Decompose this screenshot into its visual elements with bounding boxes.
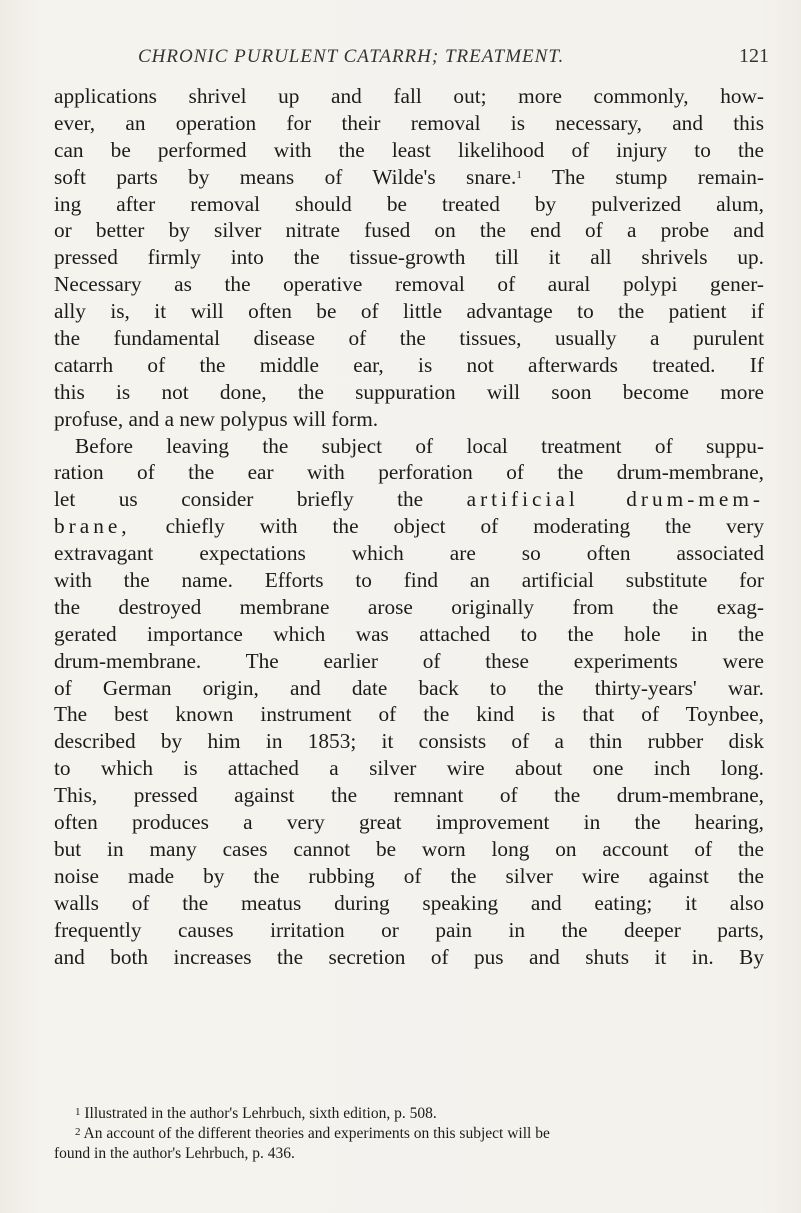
footnote-text: An account of the different theories and experiments on this subject will be [83,1125,550,1142]
text-line: catarrh of the middle ear, is not afterwards treated. If [54,352,764,377]
text-fragment: The stump remain- [551,164,765,189]
text-fragment: chiefly with the object of moderating the very [165,514,764,539]
text-line: Necessary as the operative removal of aural polypi gener- [54,272,764,297]
text-line: to which is attached a silver wire about one inch long. [54,756,764,781]
footnote-text: Illustrated in the author's Lehrbuch, sixth edition, p. 508. [84,1105,437,1122]
text-line: of German origin, and date back to the thirty-years' war. [54,675,764,700]
text-fragment: soft parts by means of Wilde's snare. [54,164,517,189]
text-line: this is not done, the suppuration will soon become more [54,379,764,404]
text-line: drum-membrane. The earlier of these experiments were [54,648,764,673]
text-line: ally is, it will often be of little advantage to the patient if [54,299,764,324]
footnote-2 [54,1124,764,1144]
text-line: walls of the meatus during speaking and eating; it also [54,890,764,915]
text-line: extravagant expectations which are so often associated [54,541,764,566]
footnote-1 [54,1104,764,1124]
body-text [54,83,764,970]
text-line [54,513,764,540]
footnote-mark: 1 [75,1106,81,1118]
text-line: but in many cases cannot be worn long on account of the [54,836,764,861]
page-number: 121 [739,45,769,67]
spaced-term: brane, [54,514,131,539]
text-line: described by him in 1853; it consists of a thin rubber disk [54,729,764,754]
text-line: the fundamental disease of the tissues, usually a purulent [54,326,764,351]
text-line: profuse, and a new polypus will form. [54,406,379,431]
text-line: frequently causes irritation or pain in the deeper parts, [54,917,764,942]
spaced-term: artificial drum-mem- [466,487,764,512]
text-line: pressed firmly into the tissue-growth till it all shrivels up. [54,245,764,270]
footnotes [54,1104,764,1164]
text-line [54,164,764,191]
footnote-mark: 2 [75,1126,81,1138]
text-line: This, pressed against the remnant of the drum-membrane, [54,783,764,808]
text-line: the destroyed membrane arose originally from the exag- [54,594,764,619]
text-line [54,486,764,513]
text-line: or better by silver nitrate fused on the end of a probe and [54,218,764,243]
text-line: with the name. Efforts to find an artificial substitute for [54,568,764,593]
text-line: ing after removal should be treated by pulverized alum, [54,191,764,216]
text-line: ration of the ear with perforation of the drum-membrane, [54,460,764,485]
text-line: and both increases the secretion of pus and shuts it in. By [54,944,764,969]
running-head: CHRONIC PURULENT CATARRH; TREATMENT. [138,46,565,67]
text-line: noise made by the rubbing of the silver wire against the [54,863,764,888]
text-line: ever, an operation for their removal is necessary, and this [54,110,764,135]
text-line: The best known instrument of the kind is that of Toynbee, [54,702,764,727]
text-line: can be performed with the least likelihood of injury to the [54,137,764,162]
text-line: applications shrivel up and fall out; more commonly, how- [54,84,764,108]
text-line: gerated importance which was attached to the hole in the [54,621,764,646]
text-line: Before leaving the subject of local treatment of suppu- [75,433,764,458]
footnote-mark: 1 [516,168,522,181]
text-fragment: let us consider briefly the [54,487,424,512]
footnote-2-continued: found in the author's Lehrbuch, p. 436. [54,1145,295,1162]
text-line: often produces a very great improvement in the hearing, [54,810,764,835]
